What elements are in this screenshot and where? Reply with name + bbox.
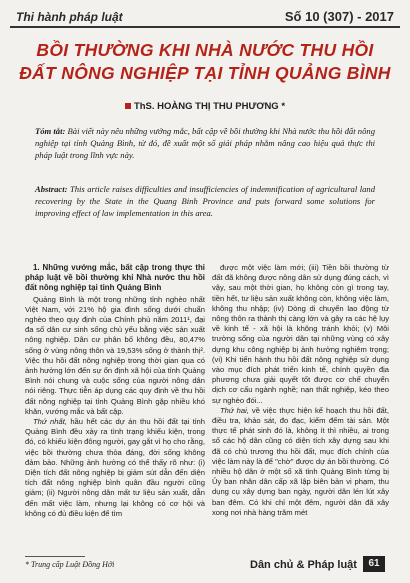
summary-vietnamese — [35, 125, 375, 161]
abstract-english — [35, 183, 375, 219]
paragraph-lead: Thứ hai, — [220, 405, 249, 415]
section-heading: 1. Những vướng mắc, bất cập trong thực thi pháp luật về bồi thường khi Nhà nước thu hồi đất nông nghiệp tại tỉnh Quảng Bình — [25, 263, 205, 293]
abstract-text: This article raises difficulties and insufficiencies of indemnification of agricultural land recovering by the State in the Quang Binh Province and puts forward some solutions for improving effect of law implementation in this area. — [35, 184, 375, 218]
summary-text: Bài viết này nêu những vướng mắc, bất cập về bồi thường khi Nhà nước thu hồi đất nông nghiệp tại tỉnh Quảng Bình, từ đó, đề xuất một số giải pháp nhằm nâng cao hiệu quả thực thi pháp luật trong lĩnh vực này. — [35, 126, 375, 160]
paragraph: Quảng Bình là một trong những tỉnh nghèo nhất Việt Nam, với 21% hộ gia đình sống dưới chuẩn nghèo theo quy định của Chính phủ năm 2011¹, đại đa số dân cư sinh sống chủ yếu bằng việc sản xuất nông nghiệp. Dân cư phân bố không đều, 80,47% sống ở vùng nông thôn và 19,53% sống ở thành thị². Việc thu hồi đất nông nghiệp trong thời gian qua có ảnh hưởng lớn đến sự ổn định xã hội của tỉnh Quảng Bình nói chung và cuộc sống của người nông dân nói riêng. Thực tiễn áp dụng các quy định về thu hồi đất nông nghiệp tại tỉnh Quảng Bình gặp nhiều khó khăn, vướng mắc và bất cập. — [25, 294, 205, 416]
body-column-right — [212, 263, 389, 518]
footnote-rule — [25, 556, 85, 557]
page-number: 61 — [363, 556, 385, 572]
issue-number: Số 10 (307) - 2017 — [284, 9, 394, 24]
paragraph: được một việc làm mới; (iii) Tiền bồi thường từ đất đã không được nông dân sử dụng đúng cách, vì vậy, sau một thời gian, họ không còn gì trong tay, tiền hết, tư liệu sản xuất không còn, không việc làm, không thu nhập; (iv) Dòng di chuyển lao động từ nông thôn ra thành thị càng lớn và gây ra các hệ lụy về kinh tế - xã hội là không tránh khỏi; (v) Môi trường sống của người dân tại những vùng có xây dựng khu công nghiệp bị ảnh hưởng nghiêm trọng; (vi) Khi tiến hành thu hồi đất nông nghiệp sử dụng vào mục đích phát triển kinh tế, chính quyền địa phương chưa giải quyết tốt được cơ chế chuyển dịch cơ cấu ngành nghề; nạn thất nghiệp, kéo theo sự nghèo đói... — [212, 263, 389, 405]
running-header — [10, 8, 400, 26]
body-column-left — [25, 263, 205, 519]
summary-label: Tóm tắt: — [35, 126, 66, 136]
paragraph — [25, 417, 205, 519]
paragraph-lead: Thứ nhất, — [33, 417, 67, 427]
article-title-line1: BỒI THƯỜNG KHI NHÀ NƯỚC THU HỒI — [36, 40, 374, 60]
footnote: * Trung cấp Luật Đồng Hới — [25, 560, 115, 569]
footer-brand: Dân chủ & Pháp luật — [250, 559, 357, 571]
article-title-line2: ĐẤT NÔNG NGHIỆP TẠI TỈNH QUẢNG BÌNH — [19, 63, 391, 83]
paragraph — [212, 406, 389, 518]
author-line — [0, 101, 410, 112]
header-rule — [10, 26, 400, 28]
section-label: Thi hành pháp luật — [16, 10, 123, 24]
paragraph-text: về việc thực hiện kế hoạch thu hồi đất, điều tra, khảo sát, đo đạc, kiểm đếm tài sản. Một thực tế phát sinh đó là, không ít thì nhiều, ai trong số các hộ dân cũng có diện tích xây dựng sau khi đã có chủ trương thu hồi đất, mục đích chính của việc làm này là để "chờ" được dự án bồi thường. Có nhiều hộ dân ở một số xã tỉnh Quảng Bình từng bị Ủy ban nhân dân cấp xã lập biên bản vi phạm, thu dụng cụ xây dựng ban ngày, người dân lén lút xây ban đêm. Có khi chỉ một đêm, người dân đã xây xong nơi nhà hàng trăm mét — [212, 405, 390, 517]
bullet-square-icon — [125, 103, 131, 109]
abstract-label: Abstract: — [35, 184, 68, 194]
paragraph-text: hầu hết các dự án thu hồi đất tại tỉnh Quảng Bình đều xảy ra tình trạng khiếu kiện, trong đó, có khiếu kiện đông người, gay gắt vì họ cho rằng, việc bồi thường chưa thỏa đáng, đời sống không đảm bảo. Những ảnh hưởng có thể thấy rõ như: (i) Diện tích đất nông nghiệp bị giảm sút dẫn đến diện tích đất nông nghiệp bình quân đầu người cũng giảm; (ii) Người nông dân mất tư liệu sản xuất, dẫn đến mất việc làm, nhưng lại không có cơ hội và không có đủ điều kiện để tìm — [25, 417, 205, 518]
author-name: ThS. HOÀNG THỊ THU PHƯƠNG * — [133, 101, 286, 112]
